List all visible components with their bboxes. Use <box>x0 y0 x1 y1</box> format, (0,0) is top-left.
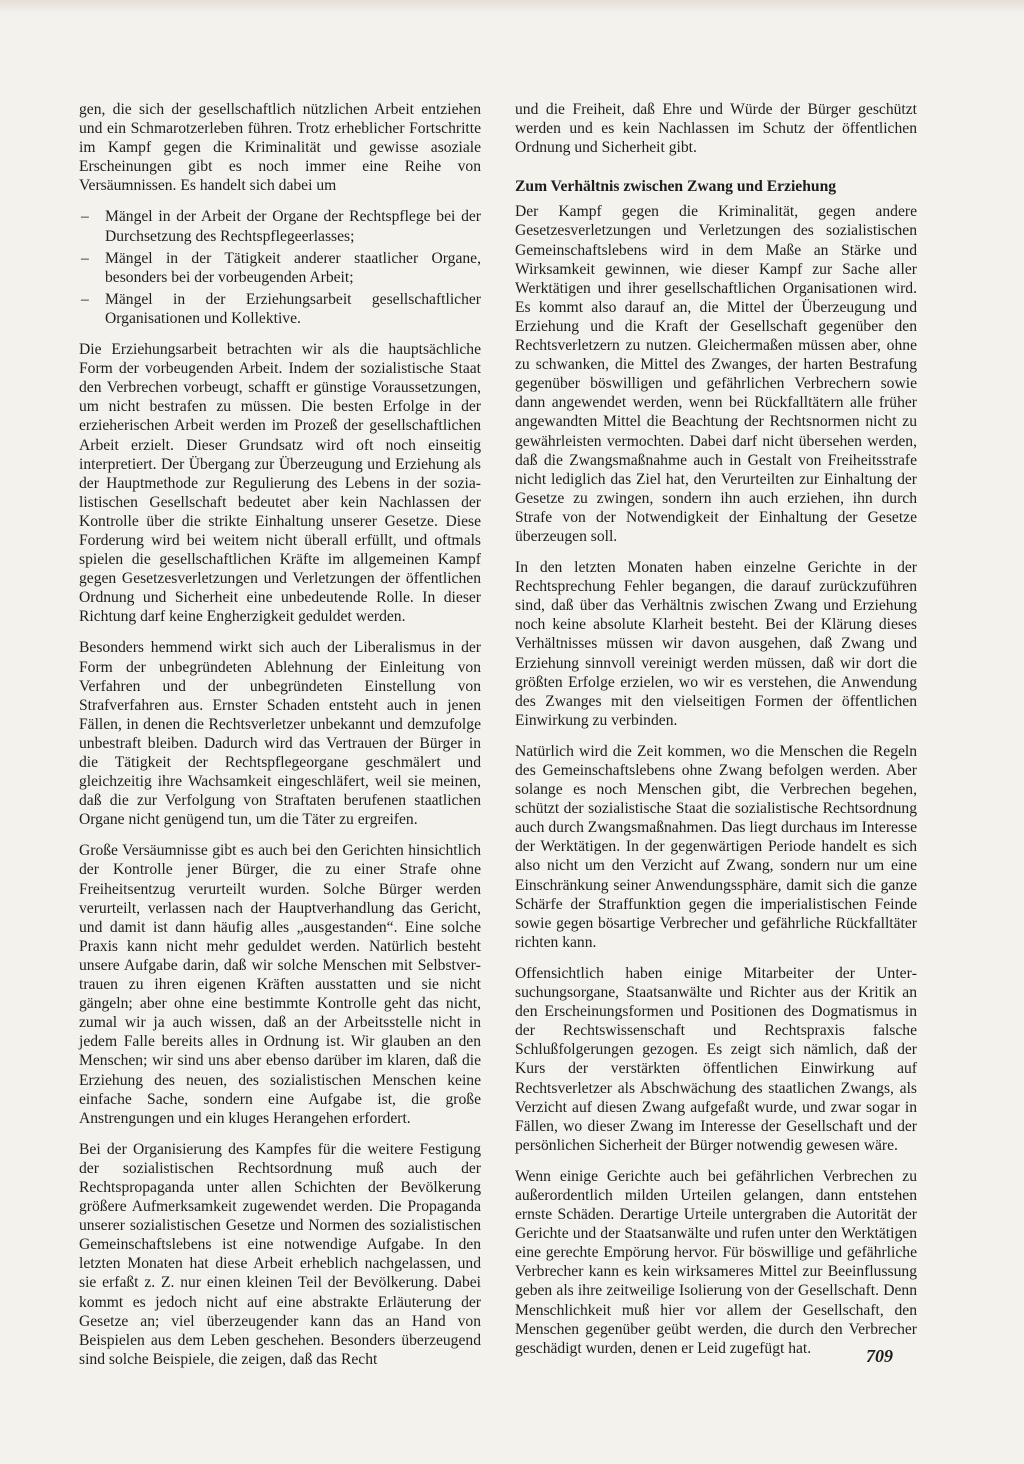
section-heading: Zum Verhältnis zwischen Zwang und Erziehung <box>515 178 837 196</box>
left-paragraph: Die Erziehungsarbeit betrachten wir als die hauptsächliche Form der vorbeugenden Arbeit. Indem der sozialistische Staat den Verbrechen vorbeugt, schafft er günstige Voraussetzungen, um nicht bestrafen zu müssen. Die besten Erfolge in der erzieherischen Arbeit werden im Prozeß der gesellschaftlichen Arbeit erzielt. Dieser Grundsatz wird oft noch einseitig interpretiert. Der Übergang zur Überzeugung und Erziehung als der Hauptmethode zur Regulierung des Lebens in der sozialistischen Gesellschaft bedeutet aber kein Nachlassen der Kontrolle über die strikte Einhaltung unserer Gesetze. Diese Forderung wird bei weitem nicht überall erfüllt, und oftmals spielen die gesellschaftlichen Kräfte im allgemeinen Kampf gegen Gesetzesverletzungen und Verletzungen der öffentlichen Ordnung und Sicherheit eine unbedeutende Rolle. In dieser Richtung darf keine Engherzigkeit geduldet werden. <box>79 341 481 626</box>
right-paragraph: Wenn einige Gerichte auch bei gefährlichen Verbrechen zu außerordentlich milden Urteilen gelangen, dann entstehen ernste Schäden. Derartige Urteile untergraben die Autorität der Gerichte und der Staatsanwälte und rufen unter den Werktätigen eine gerechte Empörung hervor. Für böswillige und gefährliche Verbrecher kann es kein wirksameres Mittel zur Beeinflussung geben als ihre zeitweilige Isolierung von der Gesellschaft. Denn Menschlichkeit muß hier vor allem der Gesellschaft, den Menschen gegenüber geübt werden, die durch den Verbrecher geschädigt wurden, denen er Leid zugefügt hat. <box>515 1167 917 1357</box>
left-paragraph: Besonders hemmend wirkt sich auch der Liberalismus in der Form der unbegründeten Ablehnung der Einleitung von Verfahren und der unbegründeten Einstellung von Strafverfahren aus. Ernster Schaden entsteht auch in jenen Fällen, in denen die Rechtsverletzer unbekannt und demzufolge unbestraft bleiben. Dadurch wird das Vertrauen der Bürger in die Tätigkeit der Rechtspflegeorgane geschmälert und gleichzeitig ihre Wachsamkeit eingeschläfert, weil sie meinen, daß die zur Verfolgung von Straftaten berufenen staatlichen Organe nicht genügend tun, um die Täter zu ergreifen. <box>79 639 481 829</box>
left-column <box>79 100 481 1381</box>
list-item: – Mängel in der Tätigkeit anderer staatlicher Organe, besonders bei der vorbeugenden Arbeit; <box>79 249 481 287</box>
right-intro-paragraph: und die Freiheit, daß Ehre und Würde der Bürger geschützt werden und es kein Nachlassen im Schutz der öffentlichen Ordnung und Sicherheit gibt. <box>515 101 917 157</box>
left-paragraph: Bei der Organisierung des Kampfes für die weitere Festigung der sozialistischen Rechtsordnung muß auch der Rechtspropaganda unter allen Schichten der Bevölkerung größere Aufmerksamkeit zugewendet werden. Die Propaganda unserer sozialistischen Gesetze und Normen des sozialistischen Gemeinschaftslebens ist eine notwendige Aufgabe. In den letzten Monaten hat diese Arbeit erheblich nachgelassen, und sie erfaßt z. Z. nur einen kleinen Teil der Bevölkerung. Dabei kommt es jedoch nicht auf eine abstrakte Erläuterung der Gesetze an; viel überzeugender kann das an Hand von Beispielen aus dem Leben geschehen. Besonders überzeugend sind solche Beispiele, die zeigen, daß das Recht <box>79 1140 481 1368</box>
right-paragraph: In den letzten Monaten haben einzelne Gerichte in der Rechtsprechung Fehler begangen, die darauf zurückzuführen sind, daß über das Verhältnis zwischen Zwang und Erziehung noch keine absolute Klarheit besteht. Bei der Klärung dieses Verhältnisses müssen wir davon ausgehen, daß Zwang und Erziehung sinnvoll vereinigt werden müssen, daß wir dort die größten Erfolge erzielen, wo wir es verstehen, die Anwendung des Zwanges mit den vielseitigen Formen der öffentlichen Einwirkung zu verbinden. <box>515 559 917 729</box>
page-number: 709 <box>866 1346 893 1366</box>
left-intro-paragraph: gen, die sich der gesellschaftlich nützlichen Arbeit entziehen und ein Schmarotzerleben führen. Trotz erheblicher Fortschritte im Kampf gegen die Kriminalität und gewisse asoziale Erscheinungen gibt es noch immer eine Reihe von Versäumnissen. Es handelt sich dabei um <box>79 101 481 195</box>
right-paragraph: Der Kampf gegen die Kriminalität, gegen andere Gesetzesverletzungen und Verletzungen des sozialistischen Gemeinschaftslebens wird in dem Maße an Stärke und Wirksamkeit gewinnen, wie dieser Kampf zur Sache aller Werktätigen und ihrer gesellschaftlichen Organisationen wird. Es kommt also darauf an, die Mittel der Überzeugung und Erziehung und die Kraft der Gesellschaft gegenüber den Rechtsverletzern zu nutzen. Gleichermaßen müssen aber, ohne zu schwanken, die Mittel des Zwanges, der harten Bestrafung gegenüber böswilligen und gefährlichen Verbrechern sowie dann angewendet werden, wenn bei Rückfalltätern alle früher angewandten Mittel die Beachtung der Rechtsnormen nicht zu gewährleisten vermochten. Dabei darf nicht übersehen werden, daß die Zwangsmaßnahme auch in Gestalt von Freiheitsstrafe nicht lediglich das Ziel hat, den Verurteilten zur Einhaltung der Gesetze zu zwingen, sondern ihn auch erziehen, ihn durch Strafe von der Notwendigkeit der Einhaltung der Gesetze überzeugen soll. <box>515 203 917 545</box>
right-column <box>515 100 917 1370</box>
deficiency-list <box>79 207 481 328</box>
left-paragraph: Große Versäumnisse gibt es auch bei den Gerichten hinsichtlich der Kontrolle jener Bürger, die zu einer Strafe ohne Freiheitsentzug verurteilt wurden. Solche Bürger werden verurteilt, verlassen nach der Hauptverhandlung das Gericht, und damit ist dann häufig alles „ausgestanden“. Eine solche Praxis kann nicht mehr geduldet werden. Natürlich besteht unsere Aufgabe darin, daß wir solche Menschen mit Selbstvertrauen zu ihren eigenen Kräften ausstatten und sie nicht gängeln; aber ohne eine bestimmte Kontrolle geht das nicht, zumal wir ja auch wissen, daß an der Arbeitsstelle nicht in jedem Falle bereits alles in Ordnung ist. Wir glauben an den Menschen; wir sind uns aber ebenso darüber im klaren, daß die Erziehung des neuen, des sozialistischen Menschen keine einfache Sache, sondern eine Aufgabe ist, die große Anstrengungen und ein kluges Herangehen erfordert. <box>79 842 481 1127</box>
right-paragraph: Offensichtlich haben einige Mitarbeiter der Untersuchungsorgane, Staatsanwälte und Richter aus der Kritik an den Erscheinungsformen und Positionen des Dogmatismus in der Rechtswissenschaft und Rechtspraxis falsche Schlußfolgerungen gezogen. Es zeigt sich nämlich, daß der Kurs der verstärkten öffentlichen Einwirkung auf Rechtsverletzer als Abschwächung des staatlichen Zwangs, als Verzicht auf diesen Zwang aufgefaßt wurde, und zwar sogar in Fällen, wo dieser Zwang im Interesse der Gesellschaft und der persönlichen Sicherheit der Bürger notwendig gewesen wäre. <box>515 964 917 1154</box>
scan-edge-shadow <box>0 0 1024 14</box>
list-item: – Mängel in der Erziehungsarbeit gesellschaftlicher Organisationen und Kollektive. <box>79 290 481 328</box>
list-item: – Mängel in der Arbeit der Organe der Rechtspflege bei der Durchsetzung des Rechtspflegeerlasses; <box>79 207 481 245</box>
right-paragraph: Natürlich wird die Zeit kommen, wo die Menschen die Regeln des Gemeinschaftslebens ohne Zwang befolgen werden. Aber solange es noch Menschen gibt, die Verbrechen begehen, schützt der sozialistische Staat die sozialistische Rechtsordnung auch durch Zwangsmaßnahmen. Das liegt durchaus im Interesse der Werktätigen. In der gegenwärtigen Periode handelt es sich also nicht um den Verzicht auf Zwang, sondern nur um eine Einschränkung seiner Anwendungssphäre, damit sich die ganze Schärfe der Straffunktion gegen die imperialistischen Feinde sowie gegen bösartige Verbrecher und gefährliche Rückfalltäter richten kann. <box>515 742 917 951</box>
